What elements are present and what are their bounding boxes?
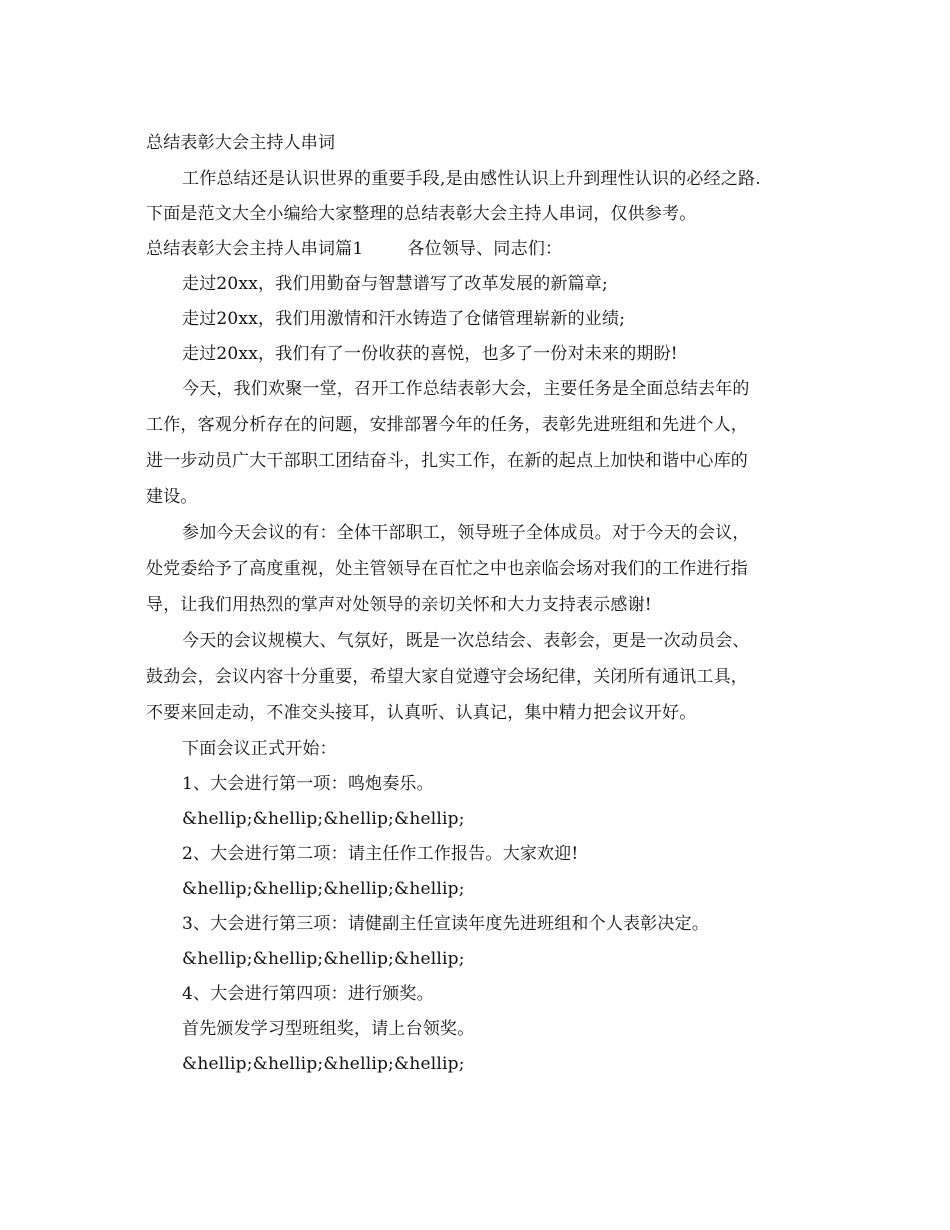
paragraph-1: 走过20xx，我们用勤奋与智慧谱写了改革发展的新篇章; (182, 274, 608, 294)
agenda-item-4: 4、大会进行第四项：进行颁奖。 (182, 984, 434, 1004)
paragraph-4-line-4: 建设。 (146, 487, 198, 507)
intro-line-2: 下面是范文大全小编给大家整理的总结表彰大会主持人串词，仅供参考。 (146, 204, 697, 224)
ellipsis-line-3: &hellip;&hellip;&hellip;&hellip; (182, 949, 465, 969)
paragraph-6-line-3: 不要来回走动，不准交头接耳，认真听、认真记，集中精力把会议开好。 (146, 703, 697, 723)
agenda-item-3: 3、大会进行第三项：请健副主任宣读年度先进班组和个人表彰决定。 (182, 914, 710, 934)
paragraph-4-line-3: 进一步动员广大干部职工团结奋斗，扎实工作，在新的起点上加快和谐中心库的 (146, 451, 748, 471)
section-heading-row (146, 237, 562, 261)
paragraph-6-line-2: 鼓劲会，会议内容十分重要，希望大家自觉遵守会场纪律，关闭所有通讯工具， (146, 667, 748, 687)
paragraph-5-line-1: 参加今天会议的有：全体干部职工，领导班子全体成员。对于今天的会议， (182, 523, 750, 543)
agenda-item-2: 2、大会进行第二项：请主任作工作报告。大家欢迎! (182, 844, 579, 864)
paragraph-5-line-2: 处党委给予了高度重视，处主管领导在百忙之中也亲临会场对我们的工作进行指 (146, 559, 748, 579)
paragraph-6-line-1: 今天的会议规模大、气氛好，既是一次总结会、表彰会，更是一次动员会、 (182, 631, 750, 651)
intro-line-1: 工作总结还是认识世界的重要手段,是由感性认识上升到理性认识的必经之路. (182, 169, 761, 189)
agenda-item-1: 1、大会进行第一项：鸣炮奏乐。 (182, 774, 434, 794)
agenda-item-4-sub: 首先颁发学习型班组奖，请上台领奖。 (182, 1019, 475, 1039)
paragraph-4-line-1: 今天，我们欢聚一堂，召开工作总结表彰大会，主要任务是全面总结去年的 (182, 379, 750, 399)
paragraph-3: 走过20xx，我们有了一份收获的喜悦，也多了一份对未来的期盼! (182, 344, 678, 364)
ellipsis-line-2: &hellip;&hellip;&hellip;&hellip; (182, 879, 465, 899)
greeting: 各位领导、同志们： (407, 239, 563, 259)
paragraph-5-line-3: 导，让我们用热烈的掌声对处领导的亲切关怀和大力支持表示感谢! (146, 595, 652, 615)
document-title: 总结表彰大会主持人串词 (146, 133, 336, 153)
paragraph-7: 下面会议正式开始： (182, 739, 337, 759)
paragraph-4-line-2: 工作，客观分析存在的问题，安排部署今年的任务，表彰先进班组和先进个人， (146, 415, 748, 435)
section-heading: 总结表彰大会主持人串词篇1 (146, 239, 364, 259)
ellipsis-line-1: &hellip;&hellip;&hellip;&hellip; (182, 809, 465, 829)
paragraph-2: 走过20xx，我们用激情和汗水铸造了仓储管理崭新的业绩; (182, 309, 626, 329)
ellipsis-line-4: &hellip;&hellip;&hellip;&hellip; (182, 1054, 465, 1074)
